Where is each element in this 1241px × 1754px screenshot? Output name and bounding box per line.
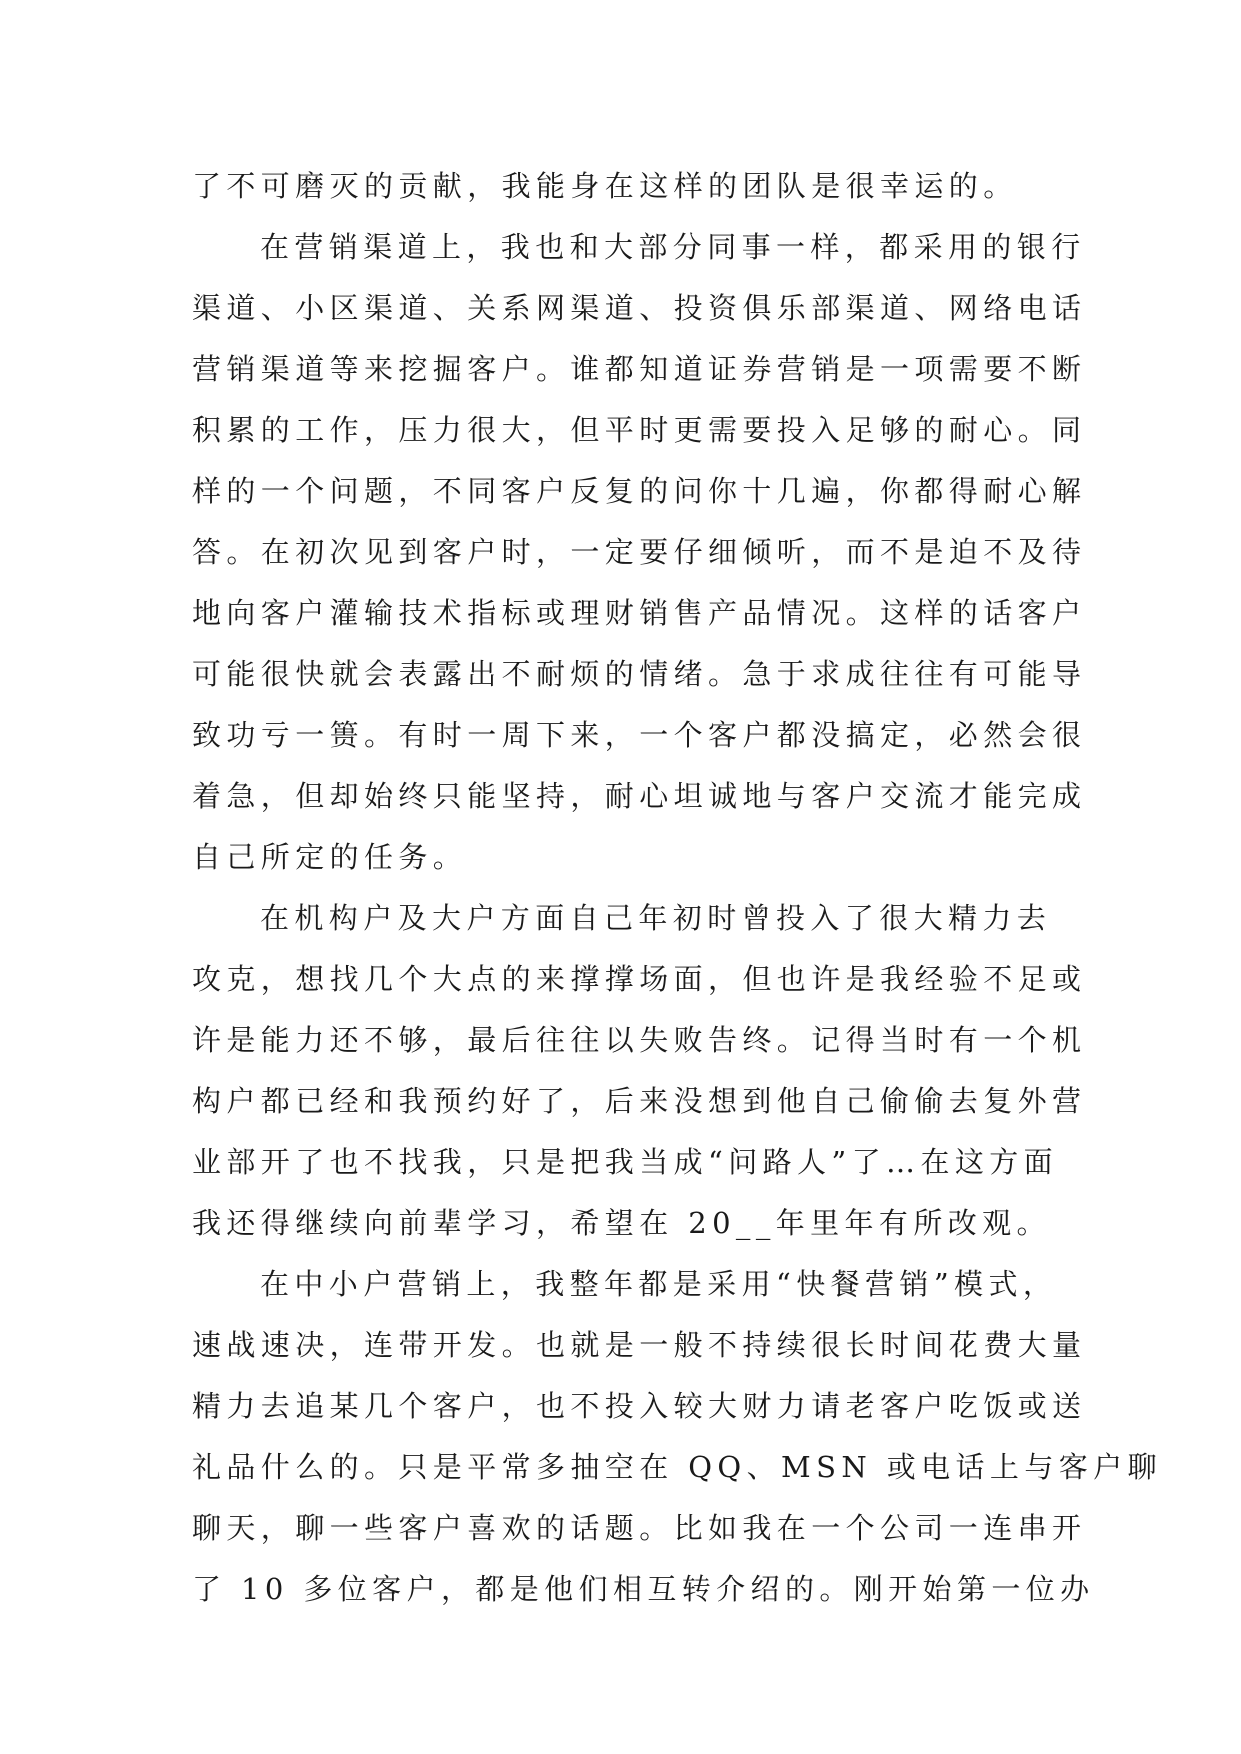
paragraph-start-line: 在机构户及大户方面自己年初时曾投入了很大精力去 [260, 901, 1052, 935]
text-line: 积累的工作，压力很大，但平时更需要投入足够的耐心。同 [192, 413, 1087, 447]
text-line: 我还得继续向前辈学习，希望在 20__年里年有所改观。 [192, 1206, 1051, 1240]
text-line: 构户都已经和我预约好了，后来没想到他自己偷偷去复外营 [192, 1084, 1087, 1118]
text-line: 可能很快就会表露出不耐烦的情绪。急于求成往往有可能导 [192, 657, 1087, 691]
text-line: 业部开了也不找我，只是把我当成“问路人”了…在这方面 [192, 1145, 1059, 1179]
text-line: 礼品什么的。只是平常多抽空在 QQ、MSN 或电话上与客户聊 [192, 1450, 1162, 1484]
text-line: 攻克，想找几个大点的来撑撑场面，但也许是我经验不足或 [192, 962, 1087, 996]
text-line: 精力去追某几个客户，也不投入较大财力请老客户吃饭或送 [192, 1389, 1087, 1423]
paragraph-start-line: 在中小户营销上，我整年都是采用“快餐营销”模式， [260, 1267, 1058, 1301]
text-line: 许是能力还不够，最后往往以失败告终。记得当时有一个机 [192, 1023, 1087, 1057]
text-line: 自己所定的任务。 [192, 840, 468, 874]
text-line: 速战速决，连带开发。也就是一般不持续很长时间花费大量 [192, 1328, 1087, 1362]
text-line: 地向客户灌输技术指标或理财销售产品情况。这样的话客户 [192, 596, 1087, 630]
text-line: 聊天，聊一些客户喜欢的话题。比如我在一个公司一连串开 [192, 1511, 1087, 1545]
text-line: 渠道、小区渠道、关系网渠道、投资俱乐部渠道、网络电话 [192, 291, 1087, 325]
text-line: 营销渠道等来挖掘客户。谁都知道证券营销是一项需要不断 [192, 352, 1087, 386]
paragraph-start-line: 在营销渠道上，我也和大部分同事一样，都采用的银行 [260, 230, 1086, 264]
text-line: 了不可磨灭的贡献，我能身在这样的团队是很幸运的。 [192, 169, 1018, 203]
text-line: 致功亏一篑。有时一周下来，一个客户都没搞定，必然会很 [192, 718, 1087, 752]
text-line: 样的一个问题，不同客户反复的问你十几遍，你都得耐心解 [192, 474, 1087, 508]
text-line: 着急，但却始终只能坚持，耐心坦诚地与客户交流才能完成 [192, 779, 1087, 813]
text-line: 了 10 多位客户，都是他们相互转介绍的。刚开始第一位办 [192, 1572, 1095, 1606]
text-line: 答。在初次见到客户时，一定要仔细倾听，而不是迫不及待 [192, 535, 1087, 569]
document-page [192, 156, 1162, 1620]
